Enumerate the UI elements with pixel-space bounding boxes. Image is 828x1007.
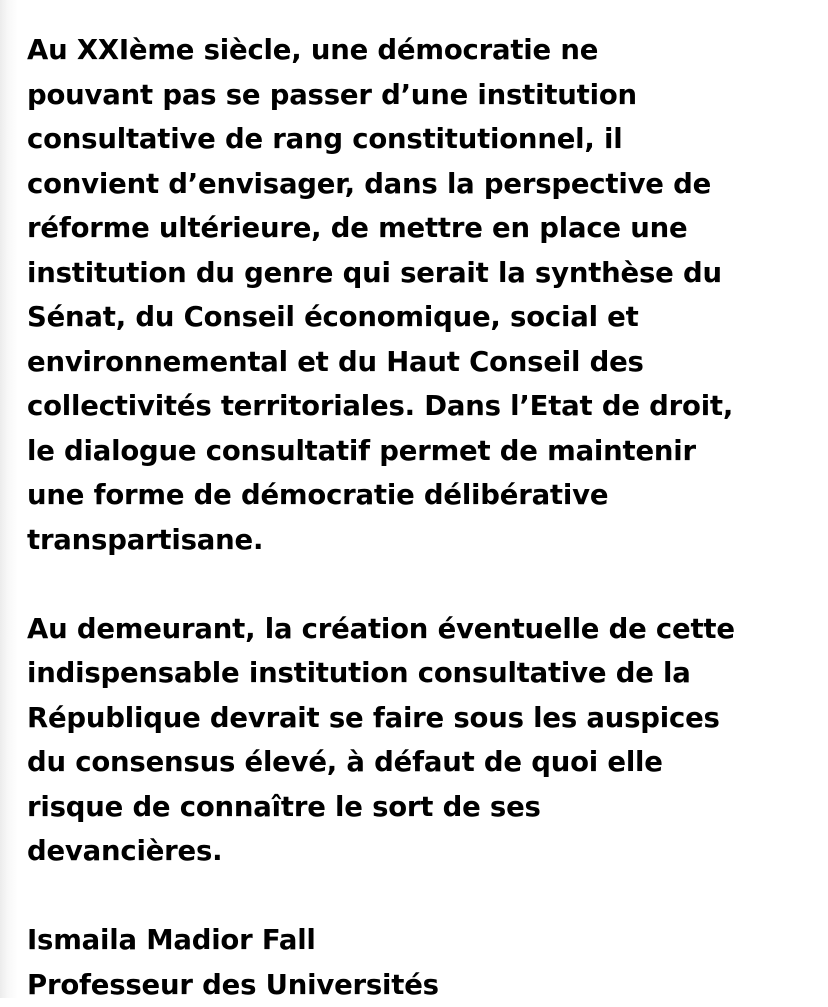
paragraph-1 bbox=[27, 28, 817, 562]
text-line: du consensus élevé, à défaut de quoi elle bbox=[27, 740, 817, 785]
text-line: collectivités territoriales. Dans l’Etat de droit, bbox=[27, 384, 817, 429]
signature-name: Ismaila Madior Fall bbox=[27, 918, 817, 963]
document-body bbox=[27, 28, 817, 1007]
text-line: pouvant pas se passer d’une institution bbox=[27, 73, 817, 118]
text-line: risque de connaître le sort de ses bbox=[27, 785, 817, 830]
text-line: consultative de rang constitutionnel, il bbox=[27, 117, 817, 162]
text-line: indispensable institution consultative de la bbox=[27, 651, 817, 696]
text-line: convient d’envisager, dans la perspective de bbox=[27, 162, 817, 207]
text-line: République devrait se faire sous les auspices bbox=[27, 696, 817, 741]
text-line: Au XXIème siècle, une démocratie ne bbox=[27, 28, 817, 73]
text-line: institution du genre qui serait la synthèse du bbox=[27, 251, 817, 296]
signature-title: Professeur des Universités bbox=[27, 963, 817, 1007]
text-line: Sénat, du Conseil économique, social et bbox=[27, 295, 817, 340]
text-line: transpartisane. bbox=[27, 518, 817, 563]
text-line: réforme ultérieure, de mettre en place une bbox=[27, 206, 817, 251]
text-line: devancières. bbox=[27, 829, 817, 874]
paragraph-2 bbox=[27, 607, 817, 874]
text-line: une forme de démocratie délibérative bbox=[27, 473, 817, 518]
paragraph-spacer bbox=[27, 874, 817, 919]
text-line: Au demeurant, la création éventuelle de cette bbox=[27, 607, 817, 652]
text-line: le dialogue consultatif permet de maintenir bbox=[27, 429, 817, 474]
text-line: environnemental et du Haut Conseil des bbox=[27, 340, 817, 385]
signature-block bbox=[27, 918, 817, 1007]
paragraph-spacer bbox=[27, 562, 817, 607]
